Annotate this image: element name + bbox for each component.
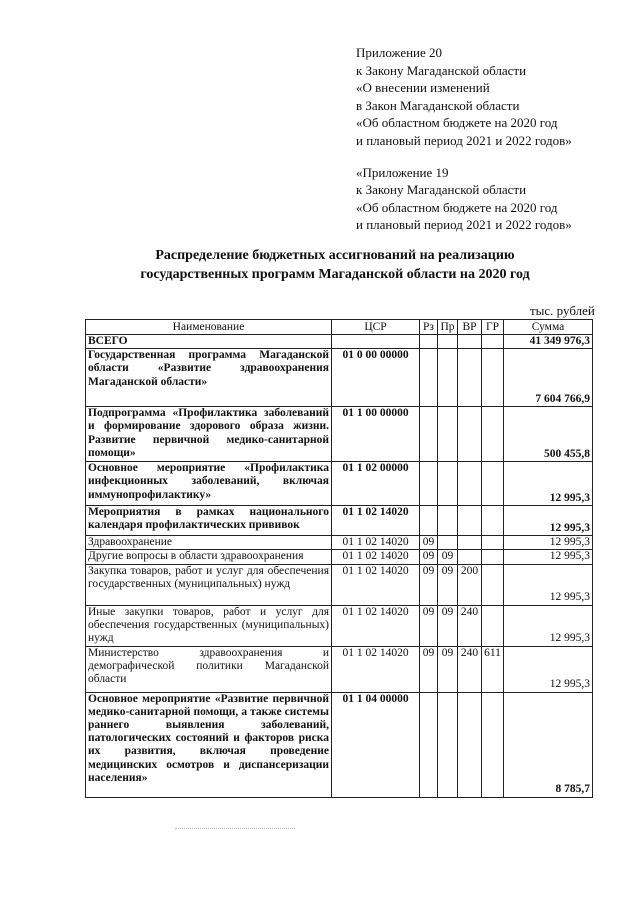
cell-vr — [458, 462, 482, 506]
cell-rz — [420, 349, 438, 407]
cell-name: Здравоохранение — [86, 536, 332, 550]
cell-name: Закупка товаров, работ и услуг для обеспечения государственных (муниципальных) нужд — [86, 564, 332, 605]
cell-name: Другие вопросы в области здравоохранения — [86, 550, 332, 564]
original-appendix-line: «Об областном бюджете на 2020 год — [356, 199, 558, 215]
cell-csr: 01 1 02 14020 — [332, 550, 420, 564]
cell-vr — [458, 550, 482, 564]
column-header-gr: ГР — [482, 320, 504, 335]
cell-rz: 09 — [420, 564, 438, 605]
original-appendix-line: «Приложение 19 — [356, 164, 449, 180]
cell-gr — [482, 564, 504, 605]
cell-sum: 41 349 976,3 — [504, 335, 593, 349]
appendix-line: «Об областном бюджете на 2020 год — [356, 115, 558, 131]
cell-sum: 12 995,3 — [504, 462, 593, 506]
cell-rz — [420, 335, 438, 349]
table-header-row — [86, 320, 593, 335]
cell-csr: 01 1 02 14020 — [332, 536, 420, 550]
cell-pr — [438, 407, 458, 462]
cell-rz — [420, 462, 438, 506]
cell-rz — [420, 692, 438, 797]
document-title: Распределение бюджетных ассигнований на реализацию государственных программ Магаданской области на 2020 год — [140, 248, 530, 282]
cell-name: Основное мероприятие «Развитие первичной медико-санитарной помощи, а также системы раннего выявления заболеваний, патологических состояний и факторов риска их развития, включая проведение медицинских осмотров и диспансеризации населения» — [86, 692, 332, 797]
cell-csr: 01 0 00 00000 — [332, 349, 420, 407]
cell-csr: 01 1 00 00000 — [332, 407, 420, 462]
budget-table — [85, 319, 593, 798]
cell-name: Основное мероприятие «Профилактика инфекционных заболеваний, включая иммунопрофилактику» — [86, 462, 332, 506]
original-appendix-line: и плановый период 2021 и 2022 годов» — [356, 217, 572, 233]
cell-vr — [458, 692, 482, 797]
cell-sum: 12 995,3 — [504, 506, 593, 536]
cell-sum: 8 785,7 — [504, 692, 593, 797]
appendix-line: «О внесении изменений — [356, 80, 490, 96]
column-header-name: Наименование — [86, 320, 332, 335]
cell-pr — [438, 692, 458, 797]
cell-gr — [482, 550, 504, 564]
table-row — [86, 550, 593, 564]
cell-rz: 09 — [420, 536, 438, 550]
column-header-pr: Пр — [438, 320, 458, 335]
cell-csr: 01 1 04 00000 — [332, 692, 420, 797]
cell-gr — [482, 335, 504, 349]
table-row — [86, 462, 593, 506]
cell-sum: 12 995,3 — [504, 646, 593, 692]
cell-csr: 01 1 02 14020 — [332, 646, 420, 692]
cell-csr: 01 1 02 14020 — [332, 506, 420, 536]
appendix-header — [356, 44, 626, 234]
cell-gr — [482, 536, 504, 550]
appendix-line: в Закон Магаданской области — [356, 97, 520, 113]
cell-pr — [438, 349, 458, 407]
cell-rz — [420, 506, 438, 536]
table-row — [86, 349, 593, 407]
table-row — [86, 335, 593, 349]
cell-sum: 500 455,8 — [504, 407, 593, 462]
table-row — [86, 506, 593, 536]
cell-gr — [482, 349, 504, 407]
cell-vr — [458, 335, 482, 349]
original-appendix-line: к Закону Магаданской области — [356, 182, 527, 198]
footer-divider — [175, 828, 295, 829]
cell-pr — [438, 462, 458, 506]
units-label: тыс. рублей — [530, 303, 595, 318]
cell-pr — [438, 536, 458, 550]
column-header-vr: ВР — [458, 320, 482, 335]
cell-vr: 240 — [458, 646, 482, 692]
cell-rz: 09 — [420, 550, 438, 564]
cell-pr — [438, 506, 458, 536]
cell-sum: 7 604 766,9 — [504, 349, 593, 407]
cell-csr: 01 1 02 00000 — [332, 462, 420, 506]
cell-gr — [482, 506, 504, 536]
cell-gr — [482, 462, 504, 506]
cell-gr: 611 — [482, 646, 504, 692]
cell-name: ВСЕГО — [86, 335, 332, 349]
cell-pr: 09 — [438, 564, 458, 605]
cell-name: Иные закупки товаров, работ и услуг для обеспечения государственных (муниципальных) нужд — [86, 605, 332, 646]
cell-vr: 200 — [458, 564, 482, 605]
cell-sum: 12 995,3 — [504, 550, 593, 564]
cell-vr — [458, 536, 482, 550]
table-row — [86, 536, 593, 550]
cell-pr — [438, 335, 458, 349]
appendix-line: Приложение 20 — [356, 45, 443, 60]
table-row — [86, 564, 593, 605]
cell-vr — [458, 506, 482, 536]
cell-pr: 09 — [438, 550, 458, 564]
table-row — [86, 407, 593, 462]
table-row — [86, 605, 593, 646]
table-row — [86, 646, 593, 692]
cell-name: Мероприятия в рамках национального календаря профилактических прививок — [86, 506, 332, 536]
cell-vr: 240 — [458, 605, 482, 646]
cell-vr — [458, 349, 482, 407]
cell-vr — [458, 407, 482, 462]
cell-sum: 12 995,3 — [504, 564, 593, 605]
appendix-line: и плановый период 2021 и 2022 годов» — [356, 132, 572, 148]
cell-csr: 01 1 02 14020 — [332, 564, 420, 605]
cell-gr — [482, 407, 504, 462]
cell-rz: 09 — [420, 646, 438, 692]
column-header-rz: Рз — [420, 320, 438, 335]
header-gap — [356, 150, 626, 164]
cell-sum: 12 995,3 — [504, 605, 593, 646]
cell-csr: 01 1 02 14020 — [332, 605, 420, 646]
cell-name: Государственная программа Магаданской области «Развитие здравоохранения Магаданской области» — [86, 349, 332, 407]
cell-csr — [332, 335, 420, 349]
cell-name: Министерство здравоохранения и демографической политики Магаданской области — [86, 646, 332, 692]
table-row — [86, 692, 593, 797]
cell-rz: 09 — [420, 605, 438, 646]
cell-gr — [482, 692, 504, 797]
column-header-sum: Сумма — [504, 320, 593, 335]
cell-pr: 09 — [438, 646, 458, 692]
cell-name: Подпрограмма «Профилактика заболеваний и формирование здорового образа жизни. Развитие первичной медико-санитарной помощи» — [86, 407, 332, 462]
cell-gr — [482, 605, 504, 646]
appendix-line: к Закону Магаданской области — [356, 62, 527, 78]
cell-sum: 12 995,3 — [504, 536, 593, 550]
column-header-csr: ЦСР — [332, 320, 420, 335]
cell-pr: 09 — [438, 605, 458, 646]
cell-rz — [420, 407, 438, 462]
